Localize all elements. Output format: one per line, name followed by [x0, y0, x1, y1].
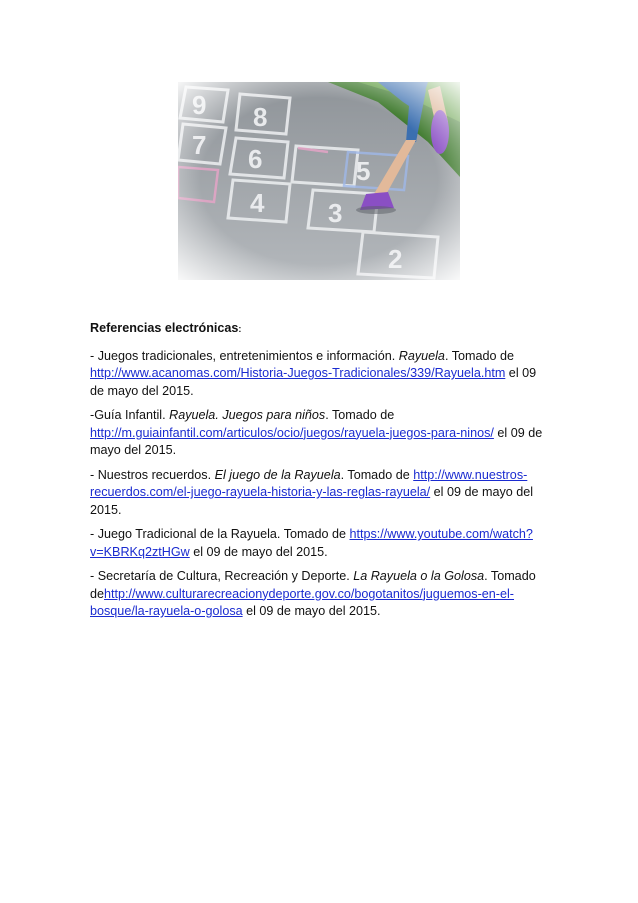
reference-title: Rayuela: [398, 348, 445, 363]
reference-item: - Juegos tradicionales, entretenimientos e información. Rayuela. Tomado de http://www.acanomas.com/Historia-Juegos-Tradicionales/339/Rayuela.htm el 09 de mayo del 2015.: [90, 348, 537, 398]
reference-link[interactable]: https://www.youtube.com/watch?v=KBRKq2ztHGw: [90, 527, 533, 559]
reference-item: -Guía Infantil. Rayuela. Juegos para niños. Tomado de http://m.guiainfantil.com/articulos/ocio/juegos/rayuela-juegos-para-ninos/ el 09 de mayo del 2015.: [90, 408, 543, 457]
reference-title: Rayuela. Juegos para niños: [169, 408, 326, 422]
reference-item: - Juego Tradicional de la Rayuela. Tomado de https://www.youtube.com/watch?v=KBRKq2ztHGw el 09 de mayo del 2015.: [90, 527, 533, 559]
reference-link[interactable]: http://www.nuestros-recuerdos.com/el-juego-rayuela-historia-y-las-reglas-rayuela/: [90, 467, 528, 499]
hopscotch-photo: [178, 82, 460, 280]
reference-link[interactable]: http://www.acanomas.com/Historia-Juegos-Tradicionales/339/Rayuela.htm: [90, 366, 506, 380]
reference-item: - Secretaría de Cultura, Recreación y Deporte. La Rayuela o la Golosa. Tomado dehttp://www.culturarecreacionydeporte.gov.co/bogotanitos/juguemos-en-el-bosque/la-rayuela-o-golosa el 09 de mayo del 2015.: [90, 569, 536, 618]
reference-link[interactable]: http://www.culturarecreacionydeporte.gov.co/bogotanitos/juguemos-en-el-bosque/la-rayuela-o-golosa: [90, 586, 515, 618]
reference-title: La Rayuela o la Golosa: [353, 569, 485, 583]
reference-item: - Nuestros recuerdos. El juego de la Rayuela. Tomado de http://www.nuestros-recuerdos.com/el-juego-rayuela-historia-y-las-reglas-rayuela/ el 09 de mayo del 2015.: [90, 467, 534, 517]
reference-title: El juego de la Rayuela: [214, 467, 341, 482]
reference-link[interactable]: http://m.guiainfantil.com/articulos/ocio/juegos/rayuela-juegos-para-ninos/: [90, 425, 494, 440]
references-heading: Referencias electrónicas:: [90, 321, 242, 335]
references-section: [90, 320, 550, 628]
